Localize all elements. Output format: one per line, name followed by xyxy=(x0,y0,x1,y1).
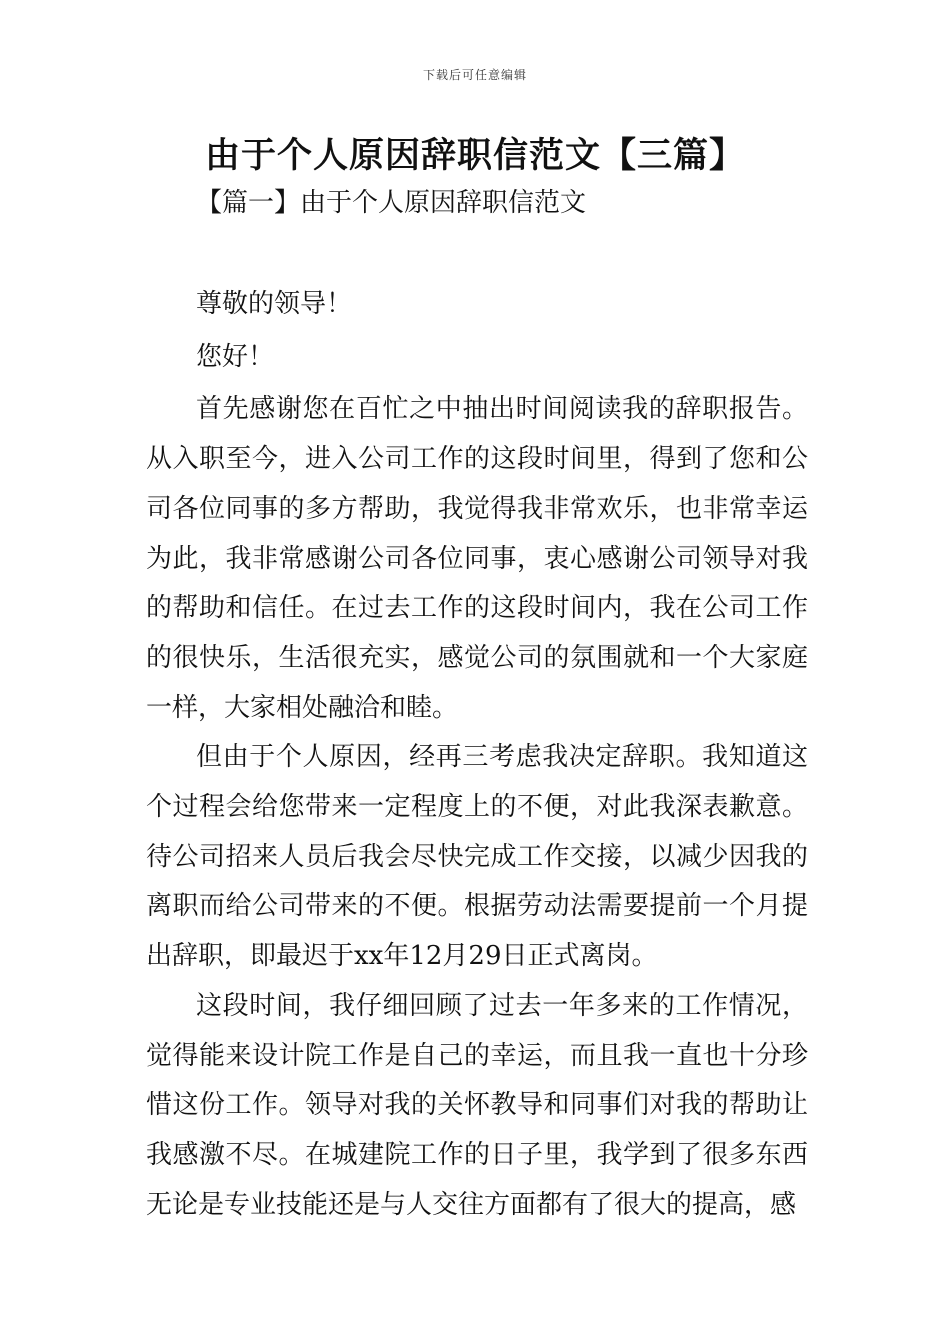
letter-paragraph-1: 首先感谢您在百忙之中抽出时间阅读我的辞职报告。从入职至今，进入公司工作的这段时间里，得到了您和公司各位同事的多方帮助，我觉得我非常欢乐，也非常幸运为此，我非常感谢公司各位同事，衷心感谢公司领导对我的帮助和信任。在过去工作的这段时间内，我在公司工作的很快乐，生活很充实，感觉公司的氛围就和一个大家庭一样，大家相处融洽和睦。 xyxy=(146,394,808,723)
letter-salutation: 尊敬的领导！ xyxy=(196,289,353,319)
letter-greeting: 您好！ xyxy=(196,341,275,372)
letter-paragraph-3: 这段时间，我仔细回顾了过去一年多来的工作情况，觉得能来设计院工作是自己的幸运，而且我一直也十分珍惜这份工作。领导对我的关怀教导和同事们对我的帮助让我感激不尽。在城建院工作的日子里，我学到了很多东西无论是专业技能还是与人交往方面都有了很大的提高，感 xyxy=(146,990,808,1220)
document-title: 由于个人原因辞职信范文【三篇】 xyxy=(204,135,745,176)
section-heading: 【篇一】由于个人原因辞职信范文 xyxy=(196,188,587,218)
letter-paragraph-2: 但由于个人原因，经再三考虑我决定辞职。我知道这个过程会给您带来一定程度上的不便，对此我深表歉意。待公司招来人员后我会尽快完成工作交接，以减少因我的离职而给公司带来的不便。根据劳动法需要提前一个月提出辞职，即最迟于xx年12月29日正式离岗。 xyxy=(146,742,808,972)
header-note: 下载后可任意编辑 xyxy=(422,68,527,82)
letter-body xyxy=(146,280,808,1230)
